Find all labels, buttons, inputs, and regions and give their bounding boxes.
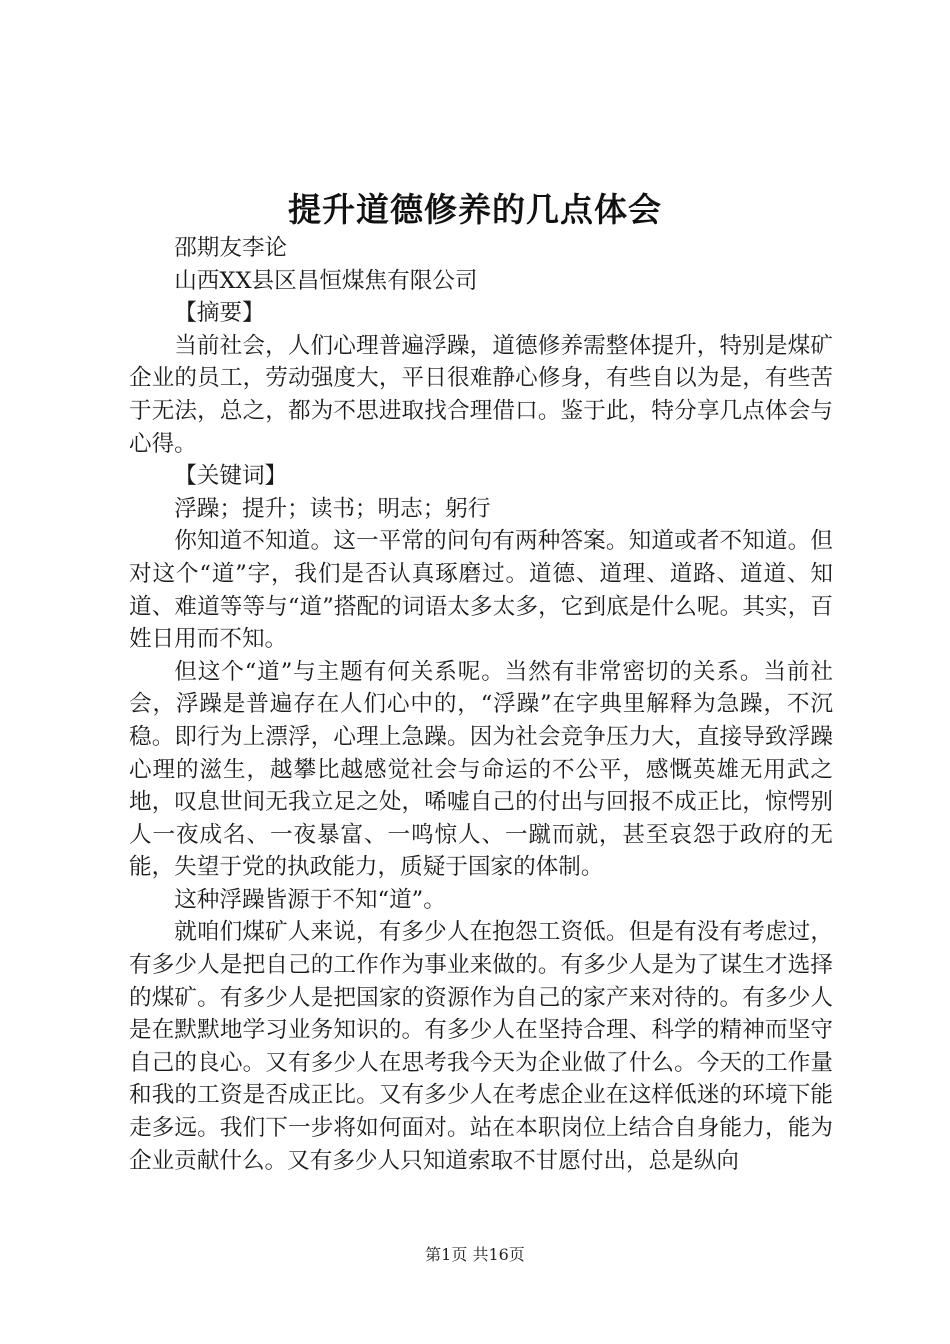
author-line: 邵期友李论 [174,235,288,261]
abstract-text: 当前社会，人们心理普遍浮躁，道德修养需整体提升，特别是煤矿企业的员工，劳动强度大，平日很难静心修身，有些自以为是，有些苦于无法，总之，都为不思进取找合理借口。鉴于此，特分享几点体会与心得。 [129,332,833,457]
body-paragraph: 但这个“道”与主题有何关系呢。当然有非常密切的关系。当前社会，浮躁是普遍存在人们心中的，“浮躁”在字典里解释为急躁，不沉稳。即行为上漂浮，心理上急躁。因为社会竞争压力大，直接导致浮躁心理的滋生，越攀比越感觉社会与命运的不公平，感慨英雄无用武之地，叹息世间无我立足之处，唏嘘自己的付出与回报不成正比，惊愕别人一夜成名、一夜暴富、一鸣惊人、一蹴而就，甚至哀怨于政府的无能，失望于党的执政能力，质疑于国家的体制。 [129,658,833,881]
keywords-text: 浮躁；提升；读书；明志；躬行 [174,495,491,522]
organization-line: 山西XX县区昌恒煤焦有限公司 [174,267,478,294]
document-body [129,232,833,1177]
abstract-heading: 【摘要】 [174,300,265,327]
body-paragraph: 这种浮躁皆源于不知“道”。 [174,886,446,913]
keywords-heading: 【关键词】 [174,463,288,490]
document-title: 提升道德修养的几点体会 [288,190,662,229]
body-paragraph: 你知道不知道。这一平常的问句有两种答案。知道或者不知道。但对这个“道”字，我们是否认真琢磨过。道德、道理、道路、道道、知道、难道等等与“道”搭配的词语太多太多，它到底是什么呢。其实，百姓日用而不知。 [129,528,833,653]
page-footer: 第1页 共16页 [425,1245,525,1264]
body-paragraph: 就咱们煤矿人来说，有多少人在抱怨工资低。但是有没有考虑过，有多少人是把自己的工作作为事业来做的。有多少人是为了谋生才选择的煤矿。有多少人是把国家的资源作为自己的家产来对待的。有多少人是在默默地学习业务知识的。有多少人在坚持合理、科学的精神而坚守自己的良心。又有多少人在思考我今天为企业做了什么。今天的工作量和我的工资是否成正比。又有多少人在考虑企业在这样低迷的环境下能走多远。我们下一步将如何面对。站在本职岗位上结合自身能力，能为企业贡献什么。又有多少人只知道索取不甘愿付出，总是纵向 [129,919,833,1174]
